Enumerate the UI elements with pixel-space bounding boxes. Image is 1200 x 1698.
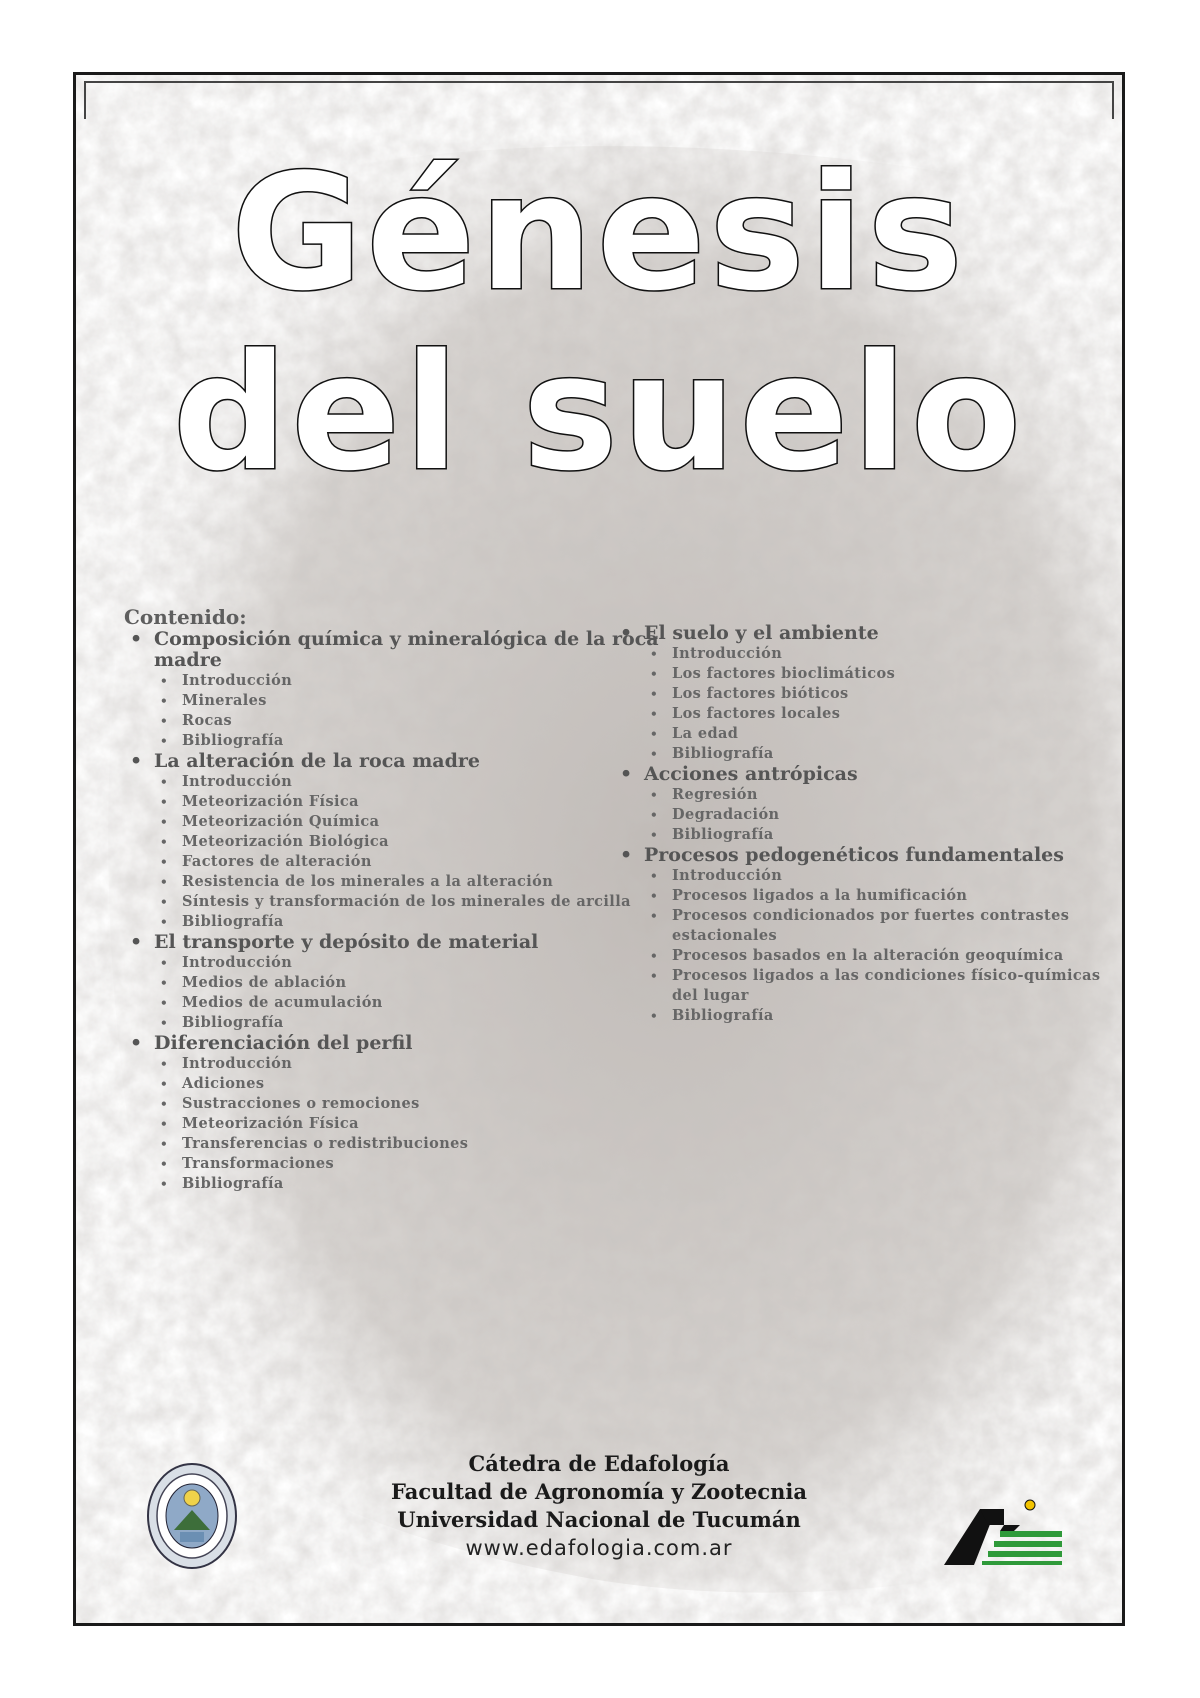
contents-subsection-item: • Procesos ligados a la humificación [644, 886, 1114, 906]
contents-section [614, 764, 1114, 845]
contents-subsection-item: • Transformaciones [154, 1154, 670, 1174]
contents-section-label: Procesos pedogenéticos fundamentales [644, 844, 1064, 866]
contents-subsection-item: • Procesos condicionados por fuertes contrastes estacionales [644, 906, 1114, 946]
contents-subsection-item: • Meteorización Física [154, 792, 670, 812]
contents-subsection-list [644, 866, 1114, 1026]
contents-section [614, 845, 1114, 1026]
footer-university: Universidad Nacional de Tucumán [397, 1507, 801, 1532]
contents-section [124, 932, 670, 1033]
footer-website-link[interactable]: www.edafologia.com.ar [465, 1536, 733, 1560]
contents-subsection-item: • Bibliografía [154, 1174, 670, 1194]
contents-section-label: Diferenciación del perfil [154, 1032, 413, 1054]
footer-faculty: Facultad de Agronomía y Zootecnia [390, 1479, 808, 1504]
contents-right-list [614, 623, 1114, 1026]
contents-subsection-list [644, 644, 1114, 764]
contents-subsection-item: • Bibliografía [644, 825, 1114, 845]
page-frame [73, 72, 1125, 1626]
contents-subsection-item: • Meteorización Física [154, 1114, 670, 1134]
contents-subsection-item: • Los factores bióticos [644, 684, 1114, 704]
contents-section-label: Acciones antrópicas [644, 763, 858, 785]
contents-subsection-item: • Bibliografía [154, 1013, 670, 1033]
contents-heading: Contenido: [124, 605, 247, 629]
contents-subsection-item: • Los factores bioclimáticos [644, 664, 1114, 684]
contents-subsection-item: • Adiciones [154, 1074, 670, 1094]
contents-subsection-item: • Introducción [154, 953, 670, 973]
contents-section [124, 751, 670, 932]
faz-logo-icon [944, 1495, 1062, 1565]
document-title-line2: del suelo [172, 319, 1025, 506]
contents-subsection-item: • Procesos ligados a las condiciones físico-químicas del lugar [644, 966, 1114, 1006]
contents-subsection-item: • Minerales [154, 691, 670, 711]
contents-subsection-item: • Sustracciones o remociones [154, 1094, 670, 1114]
contents-section-label: Composición química y mineralógica de la roca madre [154, 628, 659, 671]
contents-subsection-item: • Degradación [644, 805, 1114, 825]
contents-section [124, 1033, 670, 1194]
contents-subsection-list [154, 671, 670, 751]
contents-subsection-item: • Resistencia de los minerales a la alteración [154, 872, 670, 892]
contents-subsection-item: • Factores de alteración [154, 852, 670, 872]
top-inner-rule [84, 81, 1114, 119]
contents-subsection-item: • Introducción [644, 644, 1114, 664]
contents-subsection-item: • Introducción [154, 772, 670, 792]
contents-subsection-item: • Introducción [154, 1054, 670, 1074]
contents-subsection-item: • Síntesis y transformación de los minerales de arcilla [154, 892, 670, 912]
contents-subsection-item: • Medios de acumulación [154, 993, 670, 1013]
contents-subsection-item: • Medios de ablación [154, 973, 670, 993]
contents-subsection-item: • Meteorización Biológica [154, 832, 670, 852]
contents-right-column [614, 623, 1114, 1026]
contents-left-column [124, 605, 670, 1194]
contents-section [614, 623, 1114, 764]
contents-subsection-item: • Bibliografía [154, 912, 670, 932]
contents-section [124, 629, 670, 751]
contents-subsection-list [154, 772, 670, 932]
contents-subsection-item: • Bibliografía [644, 1006, 1114, 1026]
contents-subsection-item: • Bibliografía [154, 731, 670, 751]
contents-section-label: El transporte y depósito de material [154, 931, 539, 953]
footer-department: Cátedra de Edafología [468, 1451, 730, 1476]
contents-subsection-item: • Transferencias o redistribuciones [154, 1134, 670, 1154]
contents-subsection-item: • Bibliografía [644, 744, 1114, 764]
contents-section-label: El suelo y el ambiente [644, 622, 879, 644]
contents-subsection-list [154, 1054, 670, 1194]
contents-subsection-item: • Regresión [644, 785, 1114, 805]
contents-subsection-item: • La edad [644, 724, 1114, 744]
contents-subsection-list [644, 785, 1114, 845]
contents-subsection-list [154, 953, 670, 1033]
contents-left-list [124, 629, 670, 1194]
contents-subsection-item: • Rocas [154, 711, 670, 731]
contents-subsection-item: • Introducción [644, 866, 1114, 886]
contents-section-label: La alteración de la roca madre [154, 750, 480, 772]
contents-subsection-item: • Procesos basados en la alteración geoquímica [644, 946, 1114, 966]
document-title-line1: Génesis [231, 139, 967, 326]
contents-subsection-item: • Introducción [154, 671, 670, 691]
contents-subsection-item: • Meteorización Química [154, 812, 670, 832]
contents-subsection-item: • Los factores locales [644, 704, 1114, 724]
